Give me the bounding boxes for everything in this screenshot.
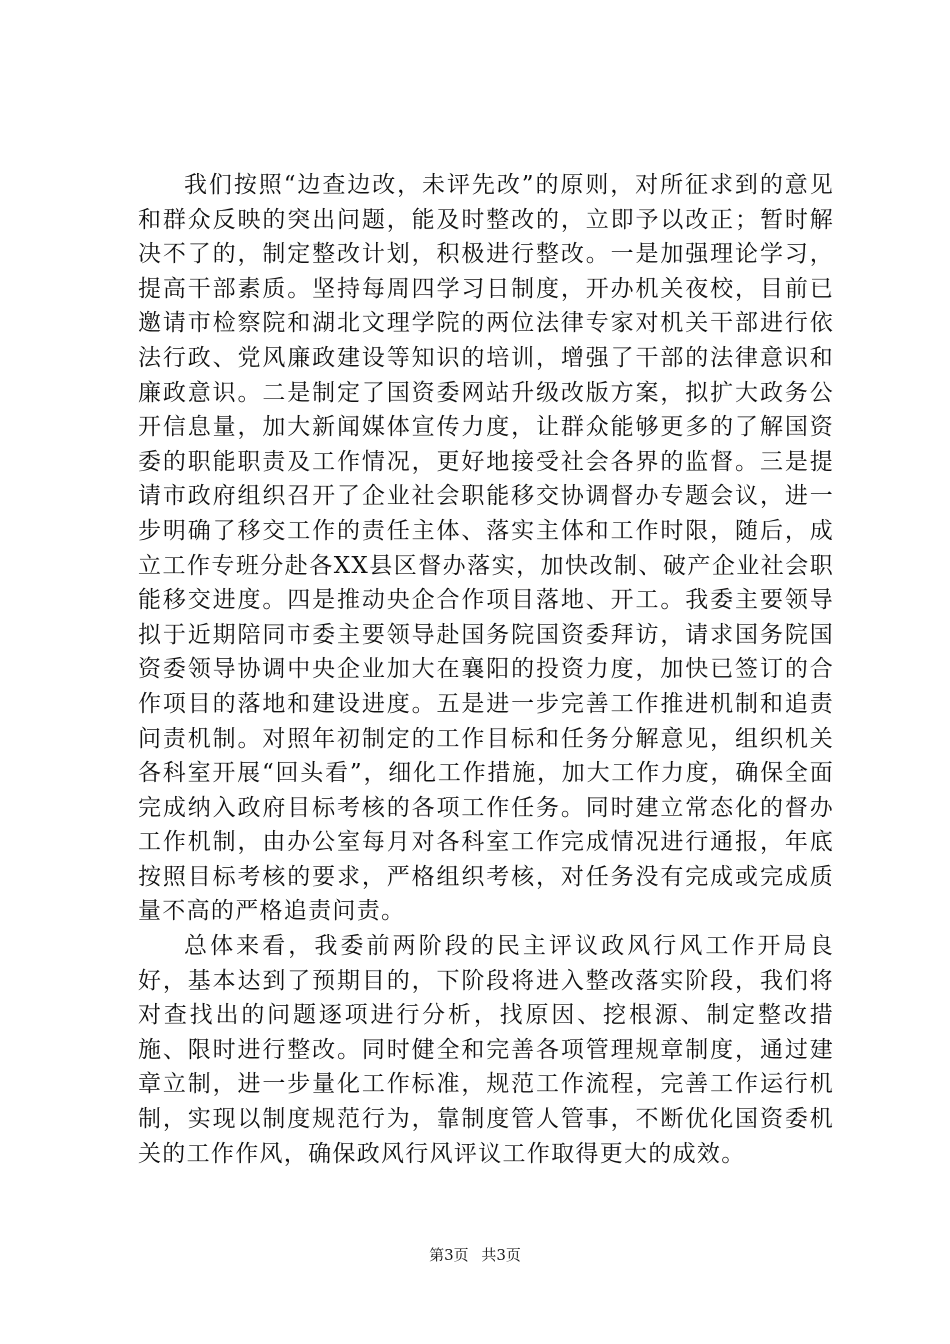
page-footer xyxy=(0,1245,950,1265)
document-body xyxy=(138,168,834,1171)
body-paragraph-2: 总体来看，我委前两阶段的民主评议政风行风工作开局良好，基本达到了预期目的，下阶段将进入整改落实阶段，我们将对查找出的问题逐项进行分析，找原因、挖根源、制定整改措施、限时进行整改。同时健全和完善各项管理规章制度，通过建章立制，进一步量化工作标准，规范工作流程，完善工作运行机制，实现以制度规范行为，靠制度管人管事，不断优化国资委机关的工作作风，确保政风行风评议工作取得更大的成效。 xyxy=(138,933,834,1167)
page-total: 共3页 xyxy=(481,1246,521,1264)
page-number: 第3页 xyxy=(429,1246,469,1264)
body-paragraph-1: 我们按照“边查边改，未评先改”的原则，对所征求到的意见和群众反映的突出问题，能及时整改的，立即予以改正；暂时解决不了的，制定整改计划，积极进行整改。一是加强理论学习，提高干部素质。坚持每周四学习日制度，开办机关夜校，目前已邀请市检察院和湖北文理学院的两位法律专家对机关干部进行依法行政、党风廉政建设等知识的培训，增强了干部的法律意识和廉政意识。二是制定了国资委网站升级改版方案，拟扩大政务公开信息量，加大新闻媒体宣传力度，让群众能够更多的了解国资委的职能职责及工作情况，更好地接受社会各界的监督。三是提请市政府组织召开了企业社会职能移交协调督办专题会议，进一步明确了移交工作的责任主体、落实主体和工作时限，随后，成立工作专班分赴各XX县区督办落实，加快改制、破产企业社会职能移交进度。四是推动央企合作项目落地、开工。我委主要领导拟于近期陪同市委主要领导赴国务院国资委拜访，请求国务院国资委领导协调中央企业加大在襄阳的投资力度，加快已签订的合作项目的落地和建设进度。五是进一步完善工作推进机制和追责问责机制。对照年初制定的工作目标和任务分解意见，组织机关各科室开展“回头看”，细化工作措施，加大工作力度，确保全面完成纳入政府目标考核的各项工作任务。同时建立常态化的督办工作机制，由办公室每月对各科室工作完成情况进行通报，年底按照目标考核的要求，严格组织考核，对任务没有完成或完成质量不高的严格追责问责。 xyxy=(138,172,834,925)
